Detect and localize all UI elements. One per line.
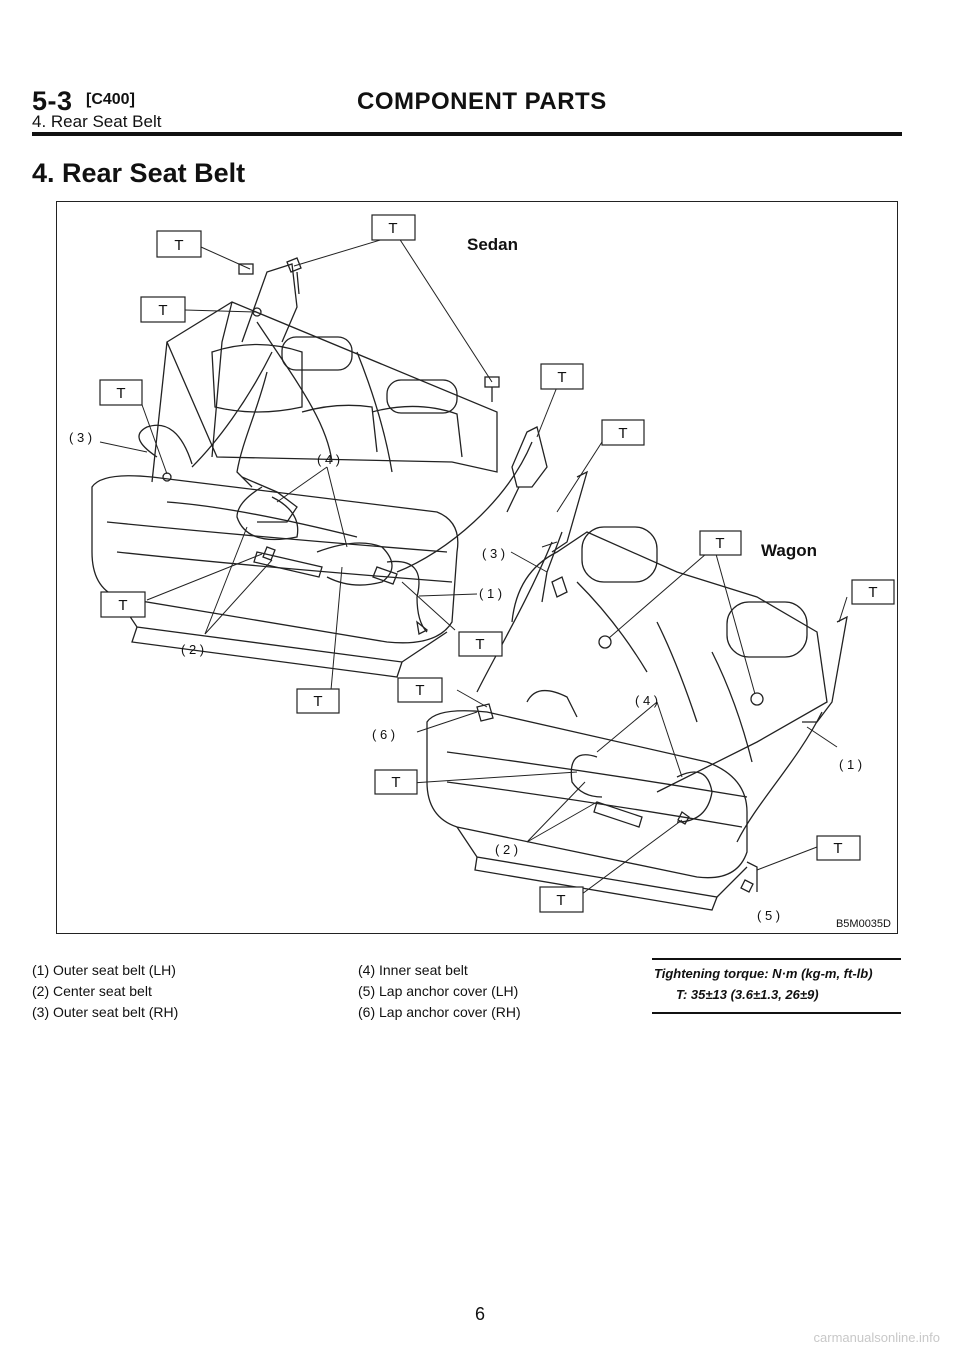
callout-6-wagon: ( 6 ): [372, 727, 396, 742]
t-callout: [817, 836, 860, 860]
callout-3-wagon: ( 3 ): [482, 546, 506, 561]
t-callout: [540, 887, 583, 912]
sedan-seat-illustration: [92, 264, 547, 677]
t-callout: [372, 215, 415, 240]
legend-item: (4) Inner seat belt: [358, 962, 468, 978]
wagon-seat-illustration: [427, 472, 847, 910]
t-callout: [101, 592, 145, 617]
torque-value: T: 35±13 (3.6±1.3, 26±9): [676, 987, 819, 1002]
svg-text:T: T: [557, 369, 567, 386]
svg-text:T: T: [158, 302, 168, 319]
t-callout: [398, 678, 442, 702]
callout-3-sedan: ( 3 ): [69, 430, 93, 445]
svg-text:T: T: [415, 682, 425, 699]
page-heading: 4. Rear Seat Belt: [32, 158, 246, 188]
section-code: [C400]: [86, 91, 135, 108]
t-callout: [375, 770, 417, 794]
t-callout: [602, 420, 644, 445]
t-callout: [157, 231, 201, 257]
legend-item: (6) Lap anchor cover (RH): [358, 1004, 521, 1020]
svg-text:T: T: [556, 892, 566, 909]
legend-column-1: [32, 960, 178, 1023]
svg-text:T: T: [313, 693, 323, 710]
svg-text:T: T: [618, 425, 628, 442]
svg-text:T: T: [391, 774, 401, 791]
t-callout: [541, 364, 583, 389]
torque-title: Tightening torque: N·m (kg-m, ft-lb): [654, 966, 873, 981]
svg-text:T: T: [833, 840, 843, 857]
legend-item: (5) Lap anchor cover (LH): [358, 983, 519, 999]
legend-item: (1) Outer seat belt (LH): [32, 962, 176, 978]
page-number: 6: [474, 1304, 485, 1324]
callout-2-wagon: ( 2 ): [495, 842, 519, 857]
svg-text:T: T: [475, 636, 485, 653]
label-sedan: Sedan: [467, 235, 519, 254]
callout-5-wagon: ( 5 ): [757, 908, 781, 923]
label-wagon: Wagon: [761, 541, 818, 560]
svg-text:T: T: [715, 535, 725, 552]
callout-1-sedan: ( 1 ): [479, 586, 503, 601]
legend-column-2: [358, 960, 521, 1023]
header-title: COMPONENT PARTS: [357, 88, 607, 115]
t-callout: [852, 580, 894, 604]
svg-text:T: T: [174, 237, 184, 254]
callout-2-sedan: ( 2 ): [181, 642, 205, 657]
legend-item: (2) Center seat belt: [32, 983, 152, 999]
tightening-callouts: [100, 215, 894, 912]
legend-item: (3) Outer seat belt (RH): [32, 1004, 179, 1020]
section-number: 5-3: [32, 86, 73, 116]
header-subtitle: 4. Rear Seat Belt: [32, 112, 162, 131]
t-callout: [297, 689, 339, 713]
header-rule: [32, 132, 902, 136]
figure-frame: [56, 201, 898, 934]
t-callout: [700, 531, 741, 555]
svg-text:T: T: [116, 385, 126, 402]
figure-id: B5M0035D: [835, 918, 891, 930]
svg-text:T: T: [868, 584, 878, 601]
svg-text:T: T: [388, 220, 398, 237]
callout-4-wagon: ( 4 ): [635, 693, 659, 708]
t-callout: [100, 380, 142, 405]
watermark: carmanualsonline.info: [813, 1330, 940, 1345]
svg-text:T: T: [118, 597, 128, 614]
callout-1-wagon: ( 1 ): [839, 757, 863, 772]
t-callout: [459, 632, 502, 656]
seat-belt-diagram: [57, 202, 899, 935]
torque-box: [652, 958, 901, 1014]
t-callout: [141, 297, 185, 322]
callout-4-sedan: ( 4 ): [317, 452, 341, 467]
